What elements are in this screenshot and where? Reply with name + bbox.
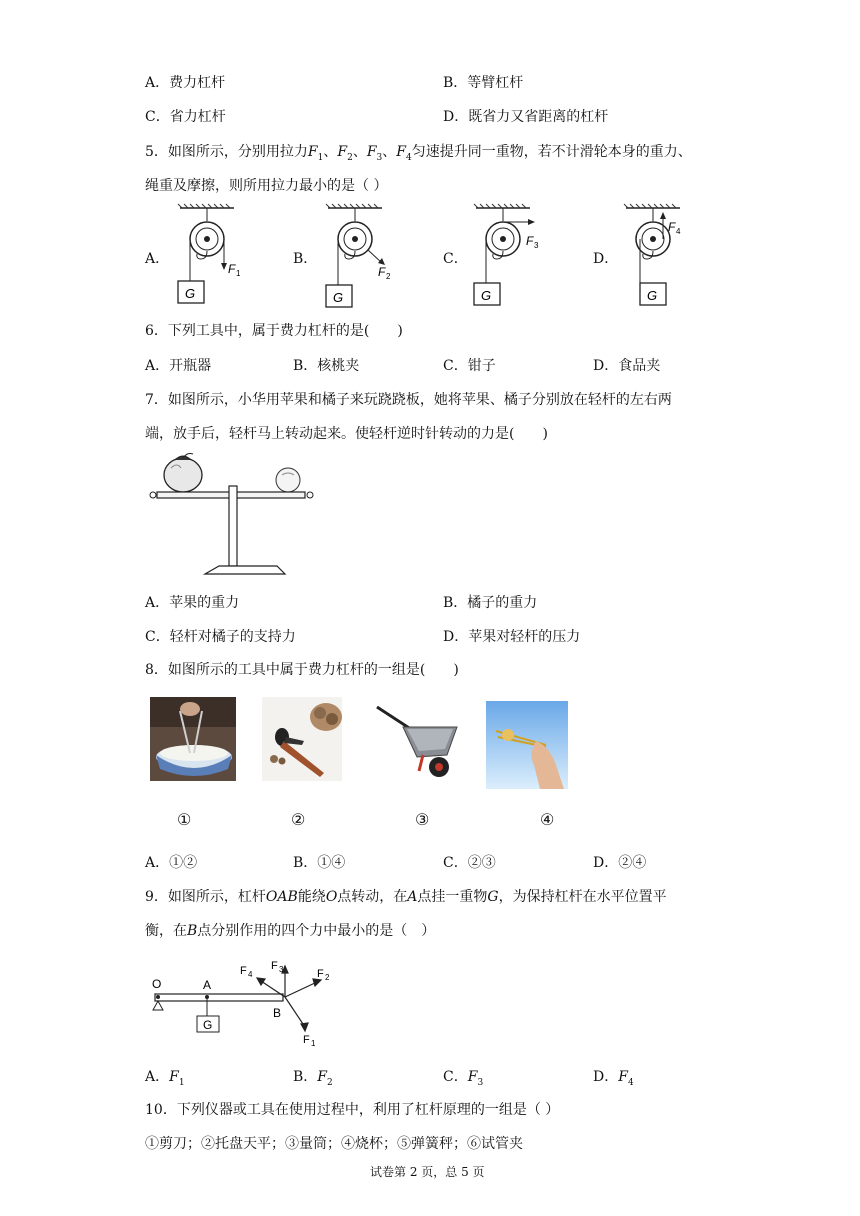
svg-text:F: F xyxy=(668,220,676,234)
q5-stem-line1: 5．如图所示，分别用拉力$F_1$、$F_2$、$F_3$、$F_4$匀速提升同一重物，若不计滑轮本身的重力、 xyxy=(145,144,692,163)
q5-label-a: A． xyxy=(145,251,170,267)
q9-stem-line1: 9．如图所示，杠杆OAB能绕O点转动，在A点挂一重物G，为保持杠杆在水平位置平 xyxy=(145,889,667,905)
q4-option-b: B．等臂杠杆 xyxy=(443,75,524,91)
q7-stem-line2: 端，放手后，轻杆马上转动起来。使轻杆逆时针转动的力是( ) xyxy=(145,426,548,442)
q8-caption-1: ① xyxy=(177,810,192,829)
q10-items: ①剪刀；②托盘天平；③量筒；④烧杯；⑤弹簧秤；⑥试管夹 xyxy=(145,1136,523,1152)
svg-text:4: 4 xyxy=(676,227,681,236)
q7-option-d: D．苹果对轻杆的压力 xyxy=(443,629,581,645)
q7-stem-line1: 7．如图所示，小华用苹果和橘子来玩跷跷板，她将苹果、橘子分别放在轻杆的左右两 xyxy=(145,392,672,408)
q6-option-a: A．开瓶器 xyxy=(145,358,212,374)
q6-option-b: B．核桃夹 xyxy=(293,358,360,374)
q8-option-b: B．①④ xyxy=(293,855,346,871)
svg-text:3: 3 xyxy=(279,965,284,974)
pulley-diagram-c xyxy=(466,203,556,309)
q8-option-d: D．②④ xyxy=(593,855,647,871)
page-footer: 试卷第 2 页，总 5 页 xyxy=(370,1165,485,1179)
svg-text:G: G xyxy=(647,288,658,303)
q5-label-d: D． xyxy=(593,251,619,267)
chopsticks-photo xyxy=(486,701,568,789)
svg-text:3: 3 xyxy=(534,241,539,250)
svg-text:F: F xyxy=(228,262,236,276)
svg-text:F: F xyxy=(378,265,386,279)
wheelbarrow-photo xyxy=(373,697,467,781)
pulley-diagram-a xyxy=(170,203,260,309)
svg-text:O: O xyxy=(152,977,162,991)
q8-option-a: A．①② xyxy=(145,855,198,871)
nutcracker-photo xyxy=(262,697,342,781)
q9-option-a: A．$F_1$ xyxy=(145,1069,185,1088)
svg-text:F: F xyxy=(526,234,534,248)
q7-option-a: A．苹果的重力 xyxy=(145,595,240,611)
svg-text:F: F xyxy=(317,968,324,980)
pulley-diagram-b xyxy=(318,203,408,309)
q9-stem-line2: 衡，在B点分别作用的四个力中最小的是（ ） xyxy=(145,923,436,939)
q9-option-b: B．$F_2$ xyxy=(293,1069,333,1088)
svg-text:F: F xyxy=(271,960,278,972)
q7-option-b: B．橘子的重力 xyxy=(443,595,538,611)
q6-option-d: D．食品夹 xyxy=(593,358,661,374)
q6-stem: 6．下列工具中，属于费力杠杆的是( ) xyxy=(145,323,403,339)
svg-text:2: 2 xyxy=(325,973,330,982)
svg-text:G: G xyxy=(185,286,196,301)
svg-text:A: A xyxy=(203,978,212,992)
svg-text:F: F xyxy=(303,1034,310,1046)
q5-label-b: B． xyxy=(293,251,318,267)
q7-option-c: C．轻杆对橘子的支持力 xyxy=(145,629,296,645)
svg-text:B: B xyxy=(273,1006,282,1020)
svg-text:1: 1 xyxy=(236,269,241,278)
q4-option-c: C．省力杠杆 xyxy=(145,109,226,125)
svg-text:G: G xyxy=(481,288,492,303)
q10-stem: 10．下列仪器或工具在使用过程中，利用了杠杆原理的一组是（ ） xyxy=(145,1102,560,1118)
svg-text:G: G xyxy=(203,1018,213,1032)
svg-text:F: F xyxy=(240,965,247,977)
svg-text:1: 1 xyxy=(311,1039,316,1048)
svg-text:2: 2 xyxy=(386,272,391,281)
q8-caption-4: ④ xyxy=(540,810,555,829)
q9-option-d: D．$F_4$ xyxy=(593,1069,634,1088)
q9-option-c: C．$F_3$ xyxy=(443,1069,484,1088)
q8-option-c: C．②③ xyxy=(443,855,496,871)
lever-diagram xyxy=(145,955,345,1050)
q8-caption-3: ③ xyxy=(415,810,430,829)
seesaw-diagram xyxy=(145,450,325,580)
pulley-diagram-d xyxy=(616,203,706,309)
svg-text:G: G xyxy=(333,290,344,305)
q8-caption-2: ② xyxy=(291,810,306,829)
q5-stem-line2: 绳重及摩擦，则所用拉力最小的是（ ） xyxy=(145,178,388,194)
q5-label-c: C． xyxy=(443,251,468,267)
svg-text:4: 4 xyxy=(248,970,253,979)
q4-option-d: D．既省力又省距离的杠杆 xyxy=(443,109,609,125)
q4-option-a: A．费力杠杆 xyxy=(145,75,226,91)
q6-option-c: C．钳子 xyxy=(443,358,496,374)
bowl-tongs-photo xyxy=(150,697,236,781)
q8-stem: 8．如图所示的工具中属于费力杠杆的一组是( ) xyxy=(145,662,459,678)
